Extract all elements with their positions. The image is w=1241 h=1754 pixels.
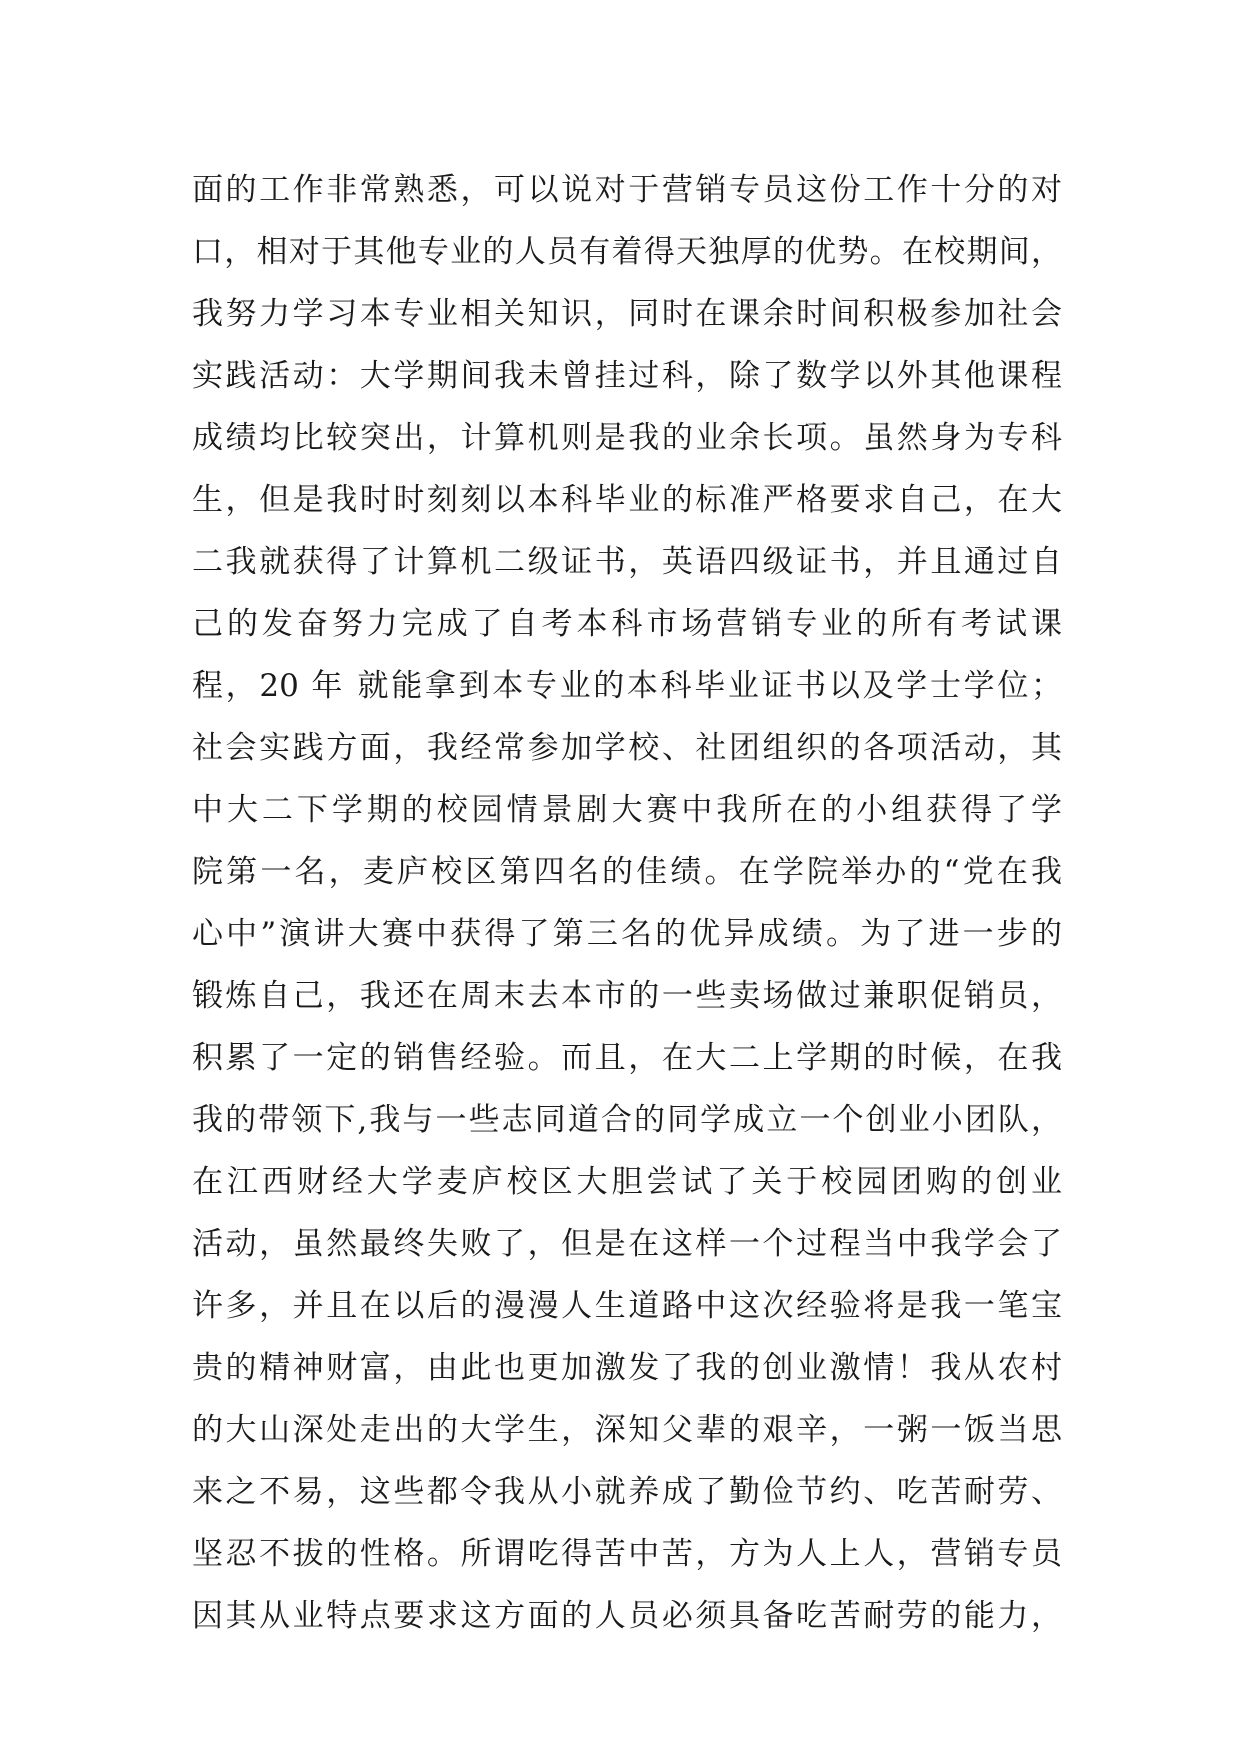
text-line: 活动，虽然最终失败了，但是在这样一个过程当中我学会了 xyxy=(192,1226,1062,1262)
text-line: 贵的精神财富，由此也更加激发了我的创业激情！我从农村 xyxy=(192,1350,1062,1386)
text-line: 己的发奋努力完成了自考本科市场营销专业的所有考试课 xyxy=(192,606,1062,642)
text-line: 坚忍不拔的性格。所谓吃得苦中苦，方为人上人，营销专员 xyxy=(192,1536,1062,1572)
text-line: 成绩均比较突出，计算机则是我的业余长项。虽然身为专科 xyxy=(192,420,1062,456)
text-line: 积累了一定的销售经验。而且，在大二上学期的时候，在我 xyxy=(192,1040,1062,1076)
text-line: 在江西财经大学麦庐校区大胆尝试了关于校园团购的创业 xyxy=(192,1164,1062,1200)
text-line: 我的带领下,我与一些志同道合的同学成立一个创业小团队， xyxy=(192,1102,1062,1138)
text-line: 程，20 年 就能拿到本专业的本科毕业证书以及学士学位； xyxy=(192,668,1062,704)
text-line: 许多，并且在以后的漫漫人生道路中这次经验将是我一笔宝 xyxy=(192,1288,1062,1324)
text-line: 生，但是我时时刻刻以本科毕业的标准严格要求自己，在大 xyxy=(192,482,1062,518)
text-line: 面的工作非常熟悉，可以说对于营销专员这份工作十分的对 xyxy=(192,172,1062,208)
text-line: 因其从业特点要求这方面的人员必须具备吃苦耐劳的能力， xyxy=(192,1598,1062,1634)
text-line: 实践活动：大学期间我未曾挂过科，除了数学以外其他课程 xyxy=(192,358,1062,394)
text-line: 社会实践方面，我经常参加学校、社团组织的各项活动，其 xyxy=(192,730,1062,766)
text-line: 口，相对于其他专业的人员有着得天独厚的优势。在校期间， xyxy=(192,234,1062,270)
body-text xyxy=(192,159,1062,1647)
text-line: 中大二下学期的校园情景剧大赛中我所在的小组获得了学 xyxy=(192,792,1062,828)
text-line: 的大山深处走出的大学生，深知父辈的艰辛，一粥一饭当思 xyxy=(192,1412,1062,1448)
text-line: 院第一名，麦庐校区第四名的佳绩。在学院举办的“党在我 xyxy=(192,854,1062,890)
text-line: 我努力学习本专业相关知识，同时在课余时间积极参加社会 xyxy=(192,296,1062,332)
text-line: 锻炼自己，我还在周末去本市的一些卖场做过兼职促销员， xyxy=(192,978,1062,1014)
text-line: 心中”演讲大赛中获得了第三名的优异成绩。为了进一步的 xyxy=(192,916,1062,952)
text-line: 来之不易，这些都令我从小就养成了勤俭节约、吃苦耐劳、 xyxy=(192,1474,1062,1510)
text-line: 二我就获得了计算机二级证书，英语四级证书，并且通过自 xyxy=(192,544,1062,580)
